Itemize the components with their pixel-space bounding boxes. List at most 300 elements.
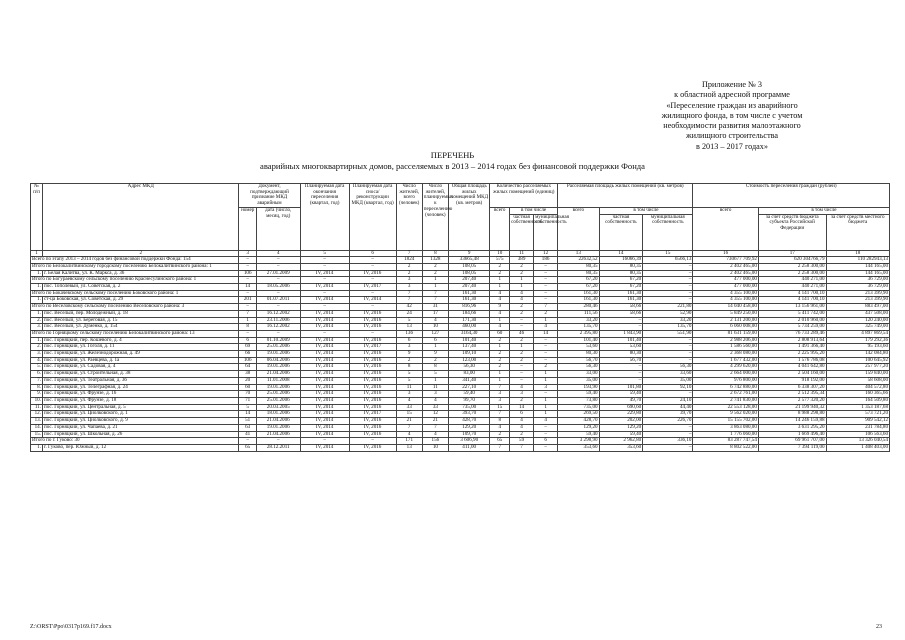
cell-value: 5 xyxy=(422,371,448,378)
appendix-line: «Переселение граждан из аварийного xyxy=(666,100,798,110)
cell-value: 58,66 xyxy=(599,304,643,311)
cell-value: 123,00 xyxy=(448,357,489,364)
cell-value: 4 141 700,10 xyxy=(758,297,826,304)
table-row xyxy=(31,444,890,451)
cell-value: IV, 2017 xyxy=(349,344,396,351)
cell-value: 477 000,00 xyxy=(693,284,758,291)
subtotal-row xyxy=(31,330,890,337)
cell-value: 2 962,80 xyxy=(599,438,643,445)
cell-value: – xyxy=(599,371,643,378)
cell-value: – xyxy=(349,304,396,311)
cell-value: 918 192,00 xyxy=(758,377,826,384)
cell-value: 4 xyxy=(510,384,534,391)
cell-value: 7 xyxy=(490,384,510,391)
cell-value: 108,05 xyxy=(448,263,489,270)
cell-value: 9 562 020,00 xyxy=(693,411,758,418)
cell-value: 3 xyxy=(396,344,422,351)
table-row xyxy=(31,418,890,425)
cell-value: 816,96 xyxy=(448,304,489,311)
cell-value: 1 xyxy=(490,344,510,351)
cell-value: 428,70 xyxy=(558,418,599,425)
cell-value: 01.07.2011 xyxy=(256,297,300,304)
cell-value: 3164,30 xyxy=(448,330,489,337)
cell-value: – xyxy=(599,324,643,331)
cell-value: 83 287 747,54 xyxy=(693,438,758,445)
cell-value: – xyxy=(643,431,693,438)
cell-value: 42 xyxy=(396,304,422,311)
cell-value: 1 408 403,00 xyxy=(826,444,889,451)
table-row xyxy=(31,351,890,358)
cell-value: 4 xyxy=(422,317,448,324)
cell-value: 53,60 xyxy=(558,344,599,351)
cell-value: 171 xyxy=(396,438,422,445)
cell-value: 106 xyxy=(239,357,256,364)
cell-value: 202,00 xyxy=(599,418,643,425)
cell-value: 15 xyxy=(490,404,510,411)
cell-value: – xyxy=(256,438,300,445)
cell-value: – xyxy=(239,257,256,264)
cell-value: 100 645,92 xyxy=(826,357,889,364)
subtotal-label: Всего по этапу 2013 – 2014 годов без финансовой поддержки Фонда: 154 xyxy=(31,257,239,264)
cell-value: 1824 xyxy=(396,257,422,264)
cell-value: IV, 2016 xyxy=(349,418,396,425)
cell-value: 23.11.2006 xyxy=(256,317,300,324)
title-subheading: аварийных многоквартирных домов, расселяемых в 2013 – 2014 годах без финансовой поддержки Фонда xyxy=(260,160,645,171)
footer-page-number: 23 xyxy=(876,624,882,630)
cell-value: 4 141 700,10 xyxy=(758,290,826,297)
cell-value: 5 xyxy=(396,371,422,378)
cell-value: – xyxy=(643,351,693,358)
table-body xyxy=(31,257,890,451)
cell-value: 2 xyxy=(534,364,558,371)
cell-value: 4 299 620,00 xyxy=(693,364,758,371)
cell-value: – xyxy=(643,277,693,284)
cell-value: 31 xyxy=(422,304,448,311)
th-rooms-municipal: муниципальная собственность xyxy=(534,214,558,250)
cell-value: 18.05.2006 xyxy=(256,284,300,291)
cell-value: 1 xyxy=(490,277,510,284)
cell-value: 2 664 000,00 xyxy=(693,371,758,378)
cell-value: IV, 2014 xyxy=(349,297,396,304)
cell-value: – xyxy=(510,324,534,331)
row-number: 13. xyxy=(31,418,43,425)
cell-value: IV, 2016 xyxy=(349,364,396,371)
house-address: пос. Горняцкий, ул. Центральная, д. 5 xyxy=(43,404,239,411)
cell-value: 109,70 xyxy=(448,431,489,438)
cell-value: 33,00 xyxy=(558,371,599,378)
th-rooms-total: всего xyxy=(490,207,510,250)
appendix-line: к областной адресной программе xyxy=(674,90,790,100)
cell-value: 2 xyxy=(510,270,534,277)
table-row xyxy=(31,397,890,404)
cell-value: 620 304766,79 xyxy=(758,257,826,264)
cell-value: 6 060 008,00 xyxy=(693,324,758,331)
cell-value: 111,56 xyxy=(558,310,599,317)
cell-value: 5 xyxy=(239,404,256,411)
cell-value: 39,70 xyxy=(643,411,693,418)
cell-value: 227,10 xyxy=(448,384,489,391)
cell-value: – xyxy=(643,284,693,291)
cell-value: 2 368 080,00 xyxy=(693,351,758,358)
cell-value: 171,30 xyxy=(448,317,489,324)
cell-value: – xyxy=(643,357,693,364)
cell-value: 2 504 160,00 xyxy=(758,371,826,378)
cell-value: 33665,48 xyxy=(448,257,489,264)
cell-value: 80,35 xyxy=(599,263,643,270)
cell-value: 25.01.2006 xyxy=(256,344,300,351)
cell-value: 2 402 465,00 xyxy=(693,263,758,270)
cell-value: – xyxy=(239,438,256,445)
cell-value: 1 xyxy=(534,371,558,378)
cell-value: 13 xyxy=(396,444,422,451)
table-row xyxy=(31,337,890,344)
cell-value: – xyxy=(256,263,300,270)
cell-value: 1 xyxy=(422,277,448,284)
cell-value: 25.01.2006 xyxy=(256,397,300,404)
cell-value: 135,70 xyxy=(558,324,599,331)
cell-value: 4 xyxy=(490,297,510,304)
cell-value: 2 988 206,00 xyxy=(693,337,758,344)
cell-value: 2 xyxy=(510,304,534,311)
cell-value: 19.01.2006 xyxy=(256,364,300,371)
cell-value: 1 xyxy=(534,397,558,404)
cell-value: 1 xyxy=(490,371,510,378)
cell-value: 20.03.2005 xyxy=(256,404,300,411)
cell-value: 2 672 761,00 xyxy=(693,391,758,398)
cell-value: 5 411 742,00 xyxy=(758,310,826,317)
subtotal-label: Итого по Бокачевскому сельскому поселению Боковского района: 1 xyxy=(31,290,239,297)
cell-value: 101,80 xyxy=(599,384,643,391)
cell-value: 24,10 xyxy=(643,397,693,404)
cell-value: – xyxy=(534,290,558,297)
appendix-block xyxy=(582,80,882,152)
cell-value: 575 xyxy=(490,257,510,264)
cell-value: IV, 2014 xyxy=(300,297,349,304)
th-area-incl: в том числе xyxy=(599,207,693,214)
subtotal-row xyxy=(31,277,890,284)
cell-value: 229,80 xyxy=(599,411,643,418)
cell-value: 21.04.2006 xyxy=(256,431,300,438)
cell-value: 80,35 xyxy=(558,270,599,277)
cell-value: IV, 2014 xyxy=(300,344,349,351)
cell-value: 129,20 xyxy=(558,424,599,431)
cell-value: 4 xyxy=(510,424,534,431)
cell-value: 110 282943,13 xyxy=(826,257,889,264)
th-doc-number: номер xyxy=(239,207,256,250)
cell-value: 33,20 xyxy=(558,317,599,324)
row-number: 8. xyxy=(31,384,43,391)
cell-value: 21 199 940,32 xyxy=(758,404,826,411)
cell-value: 53,60 xyxy=(599,344,643,351)
cell-value: 213 399,90 xyxy=(826,290,889,297)
cell-value: 14 246 159,88 xyxy=(758,418,826,425)
cell-value: 1 xyxy=(490,317,510,324)
cell-value: 440 271,00 xyxy=(758,277,826,284)
cell-value: 6566,13 xyxy=(643,257,693,264)
cell-value: 2 xyxy=(490,431,510,438)
subtotal-row xyxy=(31,290,890,297)
cell-value: 76 733 289,46 xyxy=(758,330,826,337)
cell-value: 2 xyxy=(490,351,510,358)
cell-value: 2 xyxy=(490,364,510,371)
cell-value: 161,30 xyxy=(448,290,489,297)
cell-value: 2 xyxy=(422,263,448,270)
cell-value: 231 784,80 xyxy=(826,424,889,431)
cell-value: 127 xyxy=(422,330,448,337)
column-number: 15 xyxy=(643,250,693,257)
cell-value: 58 608,00 xyxy=(826,377,889,384)
cell-value: 4 xyxy=(490,424,510,431)
column-number: 13 xyxy=(558,250,599,257)
cell-value: 108,05 xyxy=(448,270,489,277)
cell-value: 36 729,00 xyxy=(826,284,889,291)
cell-value: IV, 2016 xyxy=(349,270,396,277)
cell-value: 2 xyxy=(510,351,534,358)
cell-value: 2 xyxy=(534,310,558,317)
cell-value: 1 353 187,68 xyxy=(826,404,889,411)
cell-value: 59,40 xyxy=(599,431,643,438)
cell-value: – xyxy=(300,263,349,270)
cell-value: 2 xyxy=(510,310,534,317)
cell-value: 477 000,00 xyxy=(693,277,758,284)
cell-value: 2 xyxy=(396,270,422,277)
cell-value: 6 xyxy=(422,337,448,344)
cell-value: 7 xyxy=(396,424,422,431)
cell-value: 735,00 xyxy=(448,404,489,411)
cell-value: IV, 2016 xyxy=(349,310,396,317)
cell-value: 2 xyxy=(396,263,422,270)
cell-value: 14 040 458,00 xyxy=(693,304,758,311)
cell-value: 460,00 xyxy=(448,324,489,331)
cell-value: 11 xyxy=(422,384,448,391)
cell-value: 4 xyxy=(396,397,422,404)
cell-value: 1 776 060,00 xyxy=(693,431,758,438)
cell-value: 11 xyxy=(396,384,422,391)
house-address: ст-ца Боковская, ул. Советская, д. 29 xyxy=(43,297,239,304)
cell-value: – xyxy=(349,330,396,337)
cell-value: IV, 2014 xyxy=(300,418,349,425)
cell-value: 106 563,60 xyxy=(826,431,889,438)
subtotal-label: Итого по Веселовскому сельскому поселению Веселовского района: 3 xyxy=(31,304,239,311)
cell-value: – xyxy=(349,257,396,264)
cell-value: 7 xyxy=(490,411,510,418)
cell-value: – xyxy=(534,357,558,364)
cell-value: 1 843,90 xyxy=(599,330,643,337)
cell-value: – xyxy=(300,438,349,445)
cell-value: IV, 2014 xyxy=(300,444,349,451)
cell-value: 437 508,00 xyxy=(826,310,889,317)
cell-value: IV, 2016 xyxy=(349,351,396,358)
cell-value: 19.01.2006 xyxy=(256,384,300,391)
column-number: 16 xyxy=(693,250,758,257)
cell-value: 3 xyxy=(534,384,558,391)
cell-value: 404 572,80 xyxy=(826,384,889,391)
cell-value: 226,70 xyxy=(643,418,693,425)
table-row xyxy=(31,411,890,418)
house-address: пос. Горняцкий, ул. Циолковского, д. 9 xyxy=(43,418,239,425)
cell-value: 70 xyxy=(239,391,256,398)
house-address: пос. Веселый, пер. Молодежный, д. 18 xyxy=(43,310,239,317)
cell-value: 3 xyxy=(396,284,422,291)
cell-value: 135,70 xyxy=(643,324,693,331)
cell-value: IV, 2014 xyxy=(300,310,349,317)
cell-value: 7 xyxy=(239,310,256,317)
cell-value: – xyxy=(534,424,558,431)
cell-value: – xyxy=(534,391,558,398)
cell-value: 59 xyxy=(510,438,534,445)
cell-value: 59,40 xyxy=(448,391,489,398)
cell-value: 13 156 961,00 xyxy=(758,304,826,311)
row-number: 6. xyxy=(31,371,43,378)
row-number: 1. xyxy=(31,297,43,304)
cell-value: 1 xyxy=(490,377,510,384)
cell-value: 207,40 xyxy=(448,284,489,291)
cell-value: IV, 2016 xyxy=(349,397,396,404)
cell-value: 161,30 xyxy=(599,290,643,297)
cell-value: 144 165,00 xyxy=(826,270,889,277)
table-row xyxy=(31,384,890,391)
cell-value: 33,20 xyxy=(643,317,693,324)
th-document: Документ, подтверждающий признание МКД аварийным xyxy=(239,184,300,208)
cell-value: IV, 2014 xyxy=(300,371,349,378)
cell-value: 428,70 xyxy=(448,418,489,425)
cell-value: 56,70 xyxy=(599,357,643,364)
cell-value: 6 xyxy=(534,438,558,445)
th-plan-end: Планируемая дата окончания переселения (квартал, год) xyxy=(300,184,349,251)
cell-value: 73,80 xyxy=(558,397,599,404)
cell-value: 4 xyxy=(534,418,558,425)
appendix-line: в 2013 – 2017 годах» xyxy=(696,141,768,151)
cell-value: 1 xyxy=(422,377,448,384)
cell-value: 1 xyxy=(422,344,448,351)
house-address: пос. Горняцкий, ул. Садовая, д. 4 xyxy=(43,364,239,371)
cell-value: 341,40 xyxy=(448,377,489,384)
cell-value: 735,00 xyxy=(558,404,599,411)
cell-value: – xyxy=(349,290,396,297)
cell-value: IV, 2016 xyxy=(349,377,396,384)
cell-value: 2 xyxy=(490,357,510,364)
cell-value: 137,40 xyxy=(448,344,489,351)
cell-value: 10 xyxy=(422,324,448,331)
cell-value: 13 326 040,54 xyxy=(826,438,889,445)
cell-value: 269,50 xyxy=(558,411,599,418)
cell-value: 4 355 100,00 xyxy=(693,297,758,304)
th-area-private: частная собственность xyxy=(599,214,643,250)
row-number: 1. xyxy=(31,284,43,291)
appendix-line: необходимости развития малоэтажного xyxy=(663,121,801,131)
cell-value: IV, 2014 xyxy=(300,397,349,404)
cell-value: 6 xyxy=(396,337,422,344)
cell-value: 184,66 xyxy=(448,310,489,317)
cell-value: 109,10 xyxy=(448,351,489,358)
cell-value: – xyxy=(534,444,558,451)
cell-value: 1 xyxy=(510,344,534,351)
column-number: 11 xyxy=(510,250,534,257)
cell-value: 2 xyxy=(422,357,448,364)
th-rooms-incl: в том числе xyxy=(510,207,558,214)
cell-value: 4 xyxy=(422,431,448,438)
cell-value: 3 xyxy=(396,277,422,284)
cell-value: 3 xyxy=(490,397,510,404)
cell-value: 3 xyxy=(422,391,448,398)
cell-value: 71 xyxy=(239,397,256,404)
cell-value: 22632,52 xyxy=(558,257,599,264)
cell-value: IV, 2017 xyxy=(349,284,396,291)
cell-value: 2 577 320,20 xyxy=(758,397,826,404)
cell-value: 59,40 xyxy=(558,391,599,398)
subtotal-label: Итого по Белокалитвинскому городскому поселению Белокалитвинского района: 1 xyxy=(31,263,239,270)
house-address: пос. Горняцкий, ул. Строительная, д. 38 xyxy=(43,371,239,378)
subtotal-row xyxy=(31,304,890,311)
appendix-line: жилищного строительства xyxy=(685,131,779,141)
cell-value: 20 xyxy=(239,377,256,384)
house-address: пос. Горняцкий, ул. Гоголя, д. 11 xyxy=(43,344,239,351)
cell-value: 136 xyxy=(396,330,422,337)
column-number: 7 xyxy=(396,250,422,257)
cell-value: 9 xyxy=(490,304,510,311)
cell-value: 2 xyxy=(510,263,534,270)
cell-value: 5 xyxy=(396,317,422,324)
cell-value: IV, 2016 xyxy=(349,317,396,324)
cell-value: 7 xyxy=(422,297,448,304)
cell-value: 1 xyxy=(534,411,558,418)
cell-value: – xyxy=(534,351,558,358)
cell-value: 27.01.2009 xyxy=(256,270,300,277)
cell-value: 1 576 786,08 xyxy=(758,357,826,364)
house-address: пос. Горняцкий, ул. Фрунзе, д. 16 xyxy=(43,391,239,398)
cell-value: – xyxy=(643,297,693,304)
th-cost-local: за счет средств местного бюджета xyxy=(826,214,889,250)
cell-value: 2 131 200,00 xyxy=(693,317,758,324)
cell-value: 21 xyxy=(422,418,448,425)
row-number: 11. xyxy=(31,404,43,411)
cell-value: 06.04.2006 xyxy=(256,357,300,364)
cell-value: 353,60 xyxy=(558,444,599,451)
cell-value: 69 961 707,00 xyxy=(758,438,826,445)
appendix-line: Приложение № 3 xyxy=(702,80,762,89)
cell-value: 193,90 xyxy=(558,384,599,391)
cell-value: 64 xyxy=(239,364,256,371)
cell-value: 3 xyxy=(510,391,534,398)
th-rooms: Количество расселяемых жилых помещений (единиц) xyxy=(490,184,558,208)
cell-value: 161,30 xyxy=(599,297,643,304)
cell-value: 2 402 465,00 xyxy=(693,270,758,277)
cell-value: 7 xyxy=(534,304,558,311)
th-rooms-private: частная собственность xyxy=(510,214,534,250)
document-title xyxy=(40,150,865,171)
column-number: 18 xyxy=(826,250,889,257)
cell-value: 1 xyxy=(534,404,558,411)
cell-value: 1 xyxy=(422,284,448,291)
cell-value: 80,30 xyxy=(599,351,643,358)
cell-value: 18.01.2006 xyxy=(256,411,300,418)
th-cost-regional: за счет средств бюджета субъекта Российской Федерации xyxy=(758,214,826,250)
column-number: 6 xyxy=(349,250,396,257)
cell-value: 1 491 366,40 xyxy=(758,344,826,351)
cell-value: 7 xyxy=(510,444,534,451)
cell-value: IV, 2014 xyxy=(300,317,349,324)
cell-value: IV, 2014 xyxy=(300,357,349,364)
row-number: 7. xyxy=(31,377,43,384)
cell-value: IV, 2014 xyxy=(300,270,349,277)
th-area-resettled: Расселяемая площадь жилых помещений (кв. метров) xyxy=(558,184,693,208)
cell-value: IV, 2016 xyxy=(349,337,396,344)
th-cost-incl: в том числе xyxy=(758,207,889,214)
cell-value: 15 xyxy=(396,411,422,418)
row-number: 1. xyxy=(31,444,43,451)
cell-value: 120 240,00 xyxy=(826,317,889,324)
cell-value: 60 xyxy=(239,384,256,391)
